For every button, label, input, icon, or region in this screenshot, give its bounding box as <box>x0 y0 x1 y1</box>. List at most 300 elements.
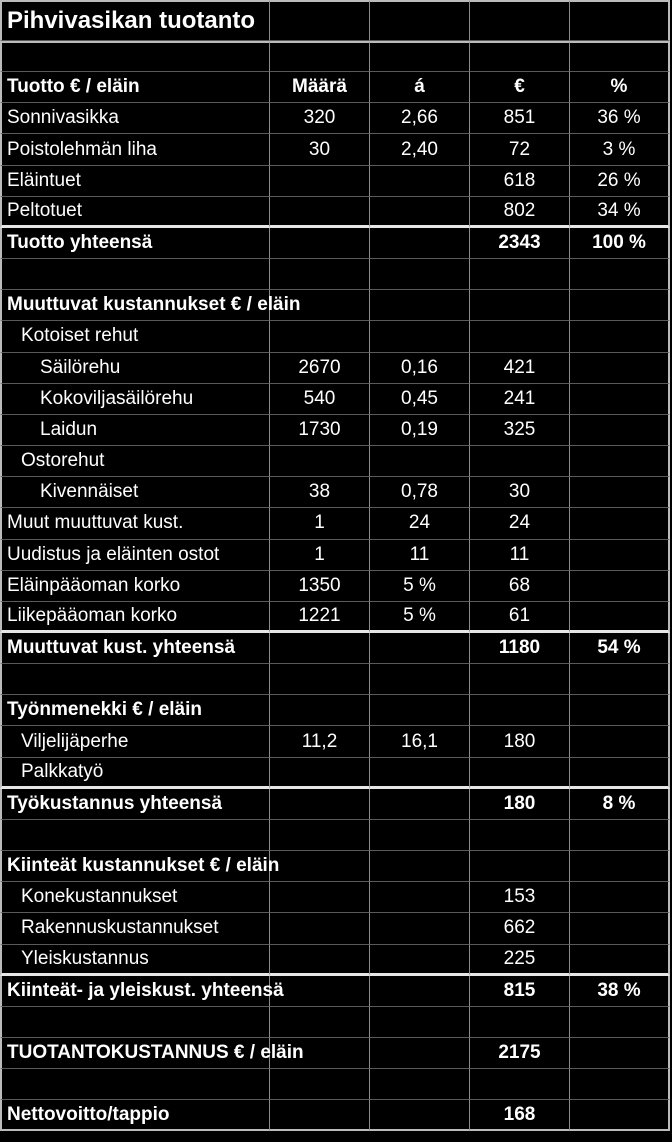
label-cell[interactable] <box>0 166 270 197</box>
euro-cell[interactable] <box>470 945 570 976</box>
euro-cell-text: € <box>514 76 525 98</box>
label-cell-text: Yleiskustannus <box>21 947 149 969</box>
maara-cell[interactable] <box>270 415 370 446</box>
label-cell[interactable] <box>0 758 270 789</box>
label-cell-text: Sonnivasikka <box>7 107 119 129</box>
percent-cell[interactable] <box>570 726 670 757</box>
label-cell-text: Kiinteät- ja yleiskust. yhteensä <box>7 979 284 1001</box>
maara-cell[interactable] <box>270 166 370 197</box>
euro-cell[interactable] <box>470 103 570 134</box>
unit-price-cell-text: 5 % <box>403 574 436 596</box>
euro-cell[interactable] <box>470 197 570 228</box>
percent-cell[interactable] <box>570 41 670 72</box>
label-cell[interactable] <box>0 446 270 477</box>
table-row <box>0 166 672 197</box>
percent-cell[interactable] <box>570 103 670 134</box>
unit-price-cell[interactable] <box>370 1100 470 1131</box>
percent-cell[interactable] <box>570 353 670 384</box>
maara-cell[interactable] <box>270 290 370 321</box>
unit-price-cell[interactable] <box>370 695 470 726</box>
euro-cell[interactable] <box>470 1100 570 1131</box>
unit-price-cell[interactable] <box>370 72 470 103</box>
percent-cell[interactable] <box>570 913 670 944</box>
label-cell-text: Eläinpääoman korko <box>7 574 181 596</box>
euro-cell-text: 24 <box>508 512 531 534</box>
label-cell-text: Tuotto yhteensä <box>7 232 153 254</box>
euro-cell[interactable] <box>470 290 570 321</box>
euro-cell[interactable] <box>470 508 570 539</box>
unit-price-cell[interactable] <box>370 851 470 882</box>
maara-cell-text: 1 <box>314 512 325 534</box>
total-row <box>0 633 672 664</box>
label-cell[interactable] <box>0 540 270 571</box>
percent-cell[interactable] <box>570 321 670 352</box>
euro-cell[interactable] <box>470 1007 570 1038</box>
table-row <box>0 571 672 602</box>
unit-price-cell-text: 0,16 <box>401 356 438 378</box>
maara-cell[interactable] <box>270 602 370 633</box>
label-cell-text: Liikepääoman korko <box>7 604 178 626</box>
percent-cell[interactable] <box>570 508 670 539</box>
empty-cell[interactable] <box>270 0 370 41</box>
unit-price-cell-text: 2,66 <box>401 107 438 129</box>
maara-cell[interactable] <box>270 695 370 726</box>
unit-price-cell[interactable] <box>370 415 470 446</box>
percent-cell[interactable] <box>570 571 670 602</box>
label-cell[interactable] <box>0 851 280 882</box>
table-row <box>0 134 672 165</box>
unit-price-cell[interactable] <box>370 228 470 259</box>
unit-price-cell[interactable] <box>370 1007 470 1038</box>
euro-cell-text: 11 <box>509 543 530 565</box>
title-cell[interactable] <box>0 0 270 41</box>
euro-cell-text: 662 <box>503 917 536 939</box>
percent-cell-text: 34 % <box>597 199 641 221</box>
unit-price-cell[interactable] <box>370 477 470 508</box>
euro-cell-text: 30 <box>508 481 531 503</box>
blank-row <box>0 664 672 695</box>
unit-price-cell[interactable] <box>370 103 470 134</box>
label-cell-text: Työnmenekki € / eläin <box>7 699 203 721</box>
euro-cell-text: 61 <box>508 604 531 626</box>
table-row <box>0 508 672 539</box>
percent-cell[interactable] <box>570 134 670 165</box>
euro-cell[interactable] <box>470 602 570 633</box>
percent-cell[interactable] <box>570 695 670 726</box>
euro-cell-text: 68 <box>508 574 531 596</box>
label-cell[interactable] <box>0 820 270 851</box>
unit-price-cell[interactable] <box>370 633 470 664</box>
euro-cell-text: 851 <box>503 107 536 129</box>
percent-cell[interactable] <box>570 197 670 228</box>
percent-cell-text: 3 % <box>602 138 636 160</box>
label-cell-text: Säilörehu <box>40 356 121 378</box>
maara-cell[interactable] <box>270 508 370 539</box>
unit-price-cell[interactable] <box>370 446 470 477</box>
percent-cell-text: % <box>610 76 628 98</box>
maara-cell-text: 540 <box>303 387 336 409</box>
maara-cell[interactable] <box>270 321 370 352</box>
euro-cell-text: 180 <box>503 730 536 752</box>
sheet-title: Pihvivasikan tuotanto <box>7 7 256 34</box>
section-header-row <box>0 695 672 726</box>
blank-row <box>0 1069 672 1100</box>
percent-cell[interactable] <box>570 1100 670 1131</box>
maara-cell-text: 1730 <box>298 418 341 440</box>
unit-price-cell-text: 5 % <box>403 604 436 626</box>
label-cell[interactable] <box>0 664 270 695</box>
percent-cell[interactable] <box>570 945 670 976</box>
table-row <box>0 477 672 508</box>
maara-cell-text: 1 <box>314 543 325 565</box>
label-cell[interactable] <box>0 134 270 165</box>
unit-price-cell[interactable] <box>370 1038 470 1069</box>
table-row <box>0 945 672 976</box>
label-cell[interactable] <box>0 103 270 134</box>
unit-price-cell[interactable] <box>370 384 470 415</box>
label-cell-text: Kiinteät kustannukset € / eläin <box>7 855 280 877</box>
euro-cell[interactable] <box>470 72 570 103</box>
euro-cell[interactable] <box>470 228 570 259</box>
unit-price-cell-text: 0,78 <box>401 481 438 503</box>
label-cell-text: Viljelijäperhe <box>21 730 129 752</box>
unit-price-cell[interactable] <box>370 913 470 944</box>
blank-row <box>0 1007 672 1038</box>
label-cell-text: Kotoiset rehut <box>21 325 139 347</box>
section-header-row <box>0 290 672 321</box>
unit-price-cell[interactable] <box>370 1069 470 1100</box>
euro-cell-text: 2343 <box>498 232 541 254</box>
unit-price-cell[interactable] <box>370 166 470 197</box>
table-row <box>0 353 672 384</box>
percent-cell[interactable] <box>570 1038 670 1069</box>
euro-cell-text: 325 <box>503 418 536 440</box>
section-header-row <box>0 1100 672 1131</box>
maara-cell[interactable] <box>270 1007 370 1038</box>
euro-cell[interactable] <box>470 1038 570 1069</box>
percent-cell[interactable] <box>570 851 670 882</box>
unit-price-cell[interactable] <box>370 664 470 695</box>
percent-cell[interactable] <box>570 1069 670 1100</box>
unit-price-cell[interactable] <box>370 259 470 290</box>
euro-cell[interactable] <box>470 166 570 197</box>
maara-cell[interactable] <box>270 103 370 134</box>
label-cell[interactable] <box>0 1100 270 1131</box>
euro-cell[interactable] <box>470 758 570 789</box>
unit-price-cell[interactable] <box>370 353 470 384</box>
percent-cell[interactable] <box>570 633 670 664</box>
percent-cell[interactable] <box>570 477 670 508</box>
label-cell[interactable] <box>0 477 270 508</box>
unit-price-cell[interactable] <box>370 134 470 165</box>
total-row <box>0 228 672 259</box>
euro-cell[interactable] <box>470 41 570 72</box>
unit-price-cell-text: 0,45 <box>401 387 438 409</box>
euro-cell[interactable] <box>470 851 570 882</box>
euro-cell[interactable] <box>470 134 570 165</box>
unit-price-cell[interactable] <box>370 540 470 571</box>
percent-cell-text: 8 % <box>602 792 636 814</box>
maara-cell[interactable] <box>270 851 370 882</box>
euro-cell-text: 225 <box>503 947 536 969</box>
label-cell-text: Poistolehmän liha <box>7 138 157 160</box>
unit-price-cell[interactable] <box>370 571 470 602</box>
maara-cell[interactable] <box>270 633 370 664</box>
unit-price-cell[interactable] <box>370 290 470 321</box>
euro-cell[interactable] <box>470 633 570 664</box>
euro-cell[interactable] <box>470 789 570 820</box>
percent-cell[interactable] <box>570 259 670 290</box>
percent-cell[interactable] <box>570 290 670 321</box>
section-header-row <box>0 1038 672 1069</box>
percent-cell-text: 54 % <box>597 637 641 659</box>
label-cell-text: Kivennäiset <box>40 481 139 503</box>
unit-price-cell-text: 24 <box>408 512 431 534</box>
unit-price-cell[interactable] <box>370 976 470 1007</box>
unit-price-cell[interactable] <box>370 602 470 633</box>
label-cell-text: Tuotto € / eläin <box>7 76 140 98</box>
label-cell-text: Ostorehut <box>21 450 105 472</box>
euro-cell[interactable] <box>470 259 570 290</box>
table-row <box>0 103 672 134</box>
maara-cell[interactable] <box>270 571 370 602</box>
maara-cell[interactable] <box>270 664 370 695</box>
unit-price-cell-text: 11 <box>409 543 430 565</box>
maara-cell-text: 320 <box>303 107 336 129</box>
label-cell[interactable] <box>0 259 270 290</box>
label-cell-text: Peltotuet <box>7 199 82 221</box>
maara-cell[interactable] <box>270 134 370 165</box>
maara-cell[interactable] <box>270 1069 370 1100</box>
maara-cell[interactable] <box>270 384 370 415</box>
maara-cell-text: 30 <box>308 138 331 160</box>
maara-cell[interactable] <box>270 882 370 913</box>
euro-cell[interactable] <box>470 1069 570 1100</box>
unit-price-cell[interactable] <box>370 41 470 72</box>
euro-cell-text: 153 <box>503 886 536 908</box>
table-row <box>0 384 672 415</box>
maara-cell-text: 2670 <box>298 356 341 378</box>
label-cell[interactable] <box>0 1038 304 1069</box>
table-body <box>0 41 672 1131</box>
table-row <box>0 446 672 477</box>
label-cell[interactable] <box>0 571 270 602</box>
empty-cell[interactable] <box>370 0 470 41</box>
maara-cell[interactable] <box>270 913 370 944</box>
table-row <box>0 540 672 571</box>
euro-cell-text: 2175 <box>498 1042 541 1064</box>
percent-cell-text: 26 % <box>597 169 641 191</box>
euro-cell-text: 241 <box>503 387 536 409</box>
maara-cell-text: Määrä <box>292 76 347 98</box>
maara-cell[interactable] <box>270 945 370 976</box>
euro-cell-text: 618 <box>503 169 536 191</box>
label-cell[interactable] <box>0 602 270 633</box>
table-row <box>0 602 672 633</box>
table-row <box>0 758 672 789</box>
label-cell[interactable] <box>0 197 270 228</box>
euro-cell[interactable] <box>470 571 570 602</box>
percent-cell-text: 36 % <box>597 107 641 129</box>
maara-cell[interactable] <box>270 353 370 384</box>
unit-price-cell[interactable] <box>370 726 470 757</box>
maara-cell[interactable] <box>270 1038 370 1069</box>
percent-cell[interactable] <box>570 758 670 789</box>
label-cell[interactable] <box>0 913 270 944</box>
label-cell-text: Eläintuet <box>7 169 81 191</box>
unit-price-cell[interactable] <box>370 945 470 976</box>
percent-cell[interactable] <box>570 882 670 913</box>
unit-price-cell-text: 16,1 <box>401 730 438 752</box>
unit-price-cell[interactable] <box>370 882 470 913</box>
table-row <box>0 913 672 944</box>
label-cell[interactable] <box>0 695 270 726</box>
label-cell-text: Muuttuvat kustannukset € / eläin <box>7 294 301 316</box>
label-cell[interactable] <box>0 945 270 976</box>
label-cell[interactable] <box>0 1069 270 1100</box>
table-row <box>0 321 672 352</box>
maara-cell[interactable] <box>270 976 370 1007</box>
title-row <box>0 0 672 41</box>
euro-cell[interactable] <box>470 384 570 415</box>
euro-cell-text: 72 <box>508 138 531 160</box>
table-row <box>0 726 672 757</box>
percent-cell[interactable] <box>570 228 670 259</box>
euro-cell-text: 1180 <box>498 637 541 659</box>
euro-cell[interactable] <box>470 540 570 571</box>
euro-cell[interactable] <box>470 664 570 695</box>
table-row <box>0 882 672 913</box>
maara-cell-text: 1221 <box>298 604 341 626</box>
label-cell-text: Nettovoitto/tappio <box>7 1103 170 1125</box>
table-row <box>0 197 672 228</box>
label-cell[interactable] <box>0 882 270 913</box>
euro-cell[interactable] <box>470 353 570 384</box>
unit-price-cell[interactable] <box>370 789 470 820</box>
unit-price-cell-text: á <box>414 76 425 98</box>
label-cell[interactable] <box>0 1007 270 1038</box>
maara-cell[interactable] <box>270 758 370 789</box>
maara-cell-text: 38 <box>308 481 331 503</box>
maara-cell[interactable] <box>270 540 370 571</box>
percent-cell[interactable] <box>570 976 670 1007</box>
percent-cell-text: 100 % <box>592 232 646 254</box>
label-cell[interactable] <box>0 72 270 103</box>
label-cell-text: Kokoviljasäilörehu <box>40 387 194 409</box>
maara-cell-text: 1350 <box>298 574 341 596</box>
percent-cell[interactable] <box>570 664 670 695</box>
label-cell[interactable] <box>0 290 301 321</box>
unit-price-cell[interactable] <box>370 197 470 228</box>
table-row <box>0 415 672 446</box>
euro-cell[interactable] <box>470 477 570 508</box>
label-cell[interactable] <box>0 41 270 72</box>
label-cell[interactable] <box>0 633 270 664</box>
total-row <box>0 976 672 1007</box>
label-cell[interactable] <box>0 415 270 446</box>
blank-row <box>0 820 672 851</box>
unit-price-cell[interactable] <box>370 820 470 851</box>
percent-cell[interactable] <box>570 789 670 820</box>
label-cell[interactable] <box>0 726 270 757</box>
euro-cell-text: 421 <box>503 356 536 378</box>
maara-cell[interactable] <box>270 820 370 851</box>
percent-cell[interactable] <box>570 602 670 633</box>
total-row <box>0 789 672 820</box>
section-header-row <box>0 72 672 103</box>
label-cell-text: Uudistus ja eläinten ostot <box>7 543 220 565</box>
maara-cell[interactable] <box>270 789 370 820</box>
label-cell[interactable] <box>0 228 270 259</box>
percent-cell[interactable] <box>570 415 670 446</box>
label-cell[interactable] <box>0 976 284 1007</box>
euro-cell[interactable] <box>470 695 570 726</box>
blank-row <box>0 259 672 290</box>
unit-price-cell-text: 0,19 <box>401 418 438 440</box>
empty-cell[interactable] <box>570 0 670 41</box>
label-cell[interactable] <box>0 384 270 415</box>
maara-cell[interactable] <box>270 72 370 103</box>
maara-cell-text: 11,2 <box>301 730 338 752</box>
percent-cell[interactable] <box>570 540 670 571</box>
euro-cell[interactable] <box>470 882 570 913</box>
percent-cell[interactable] <box>570 384 670 415</box>
euro-cell[interactable] <box>470 415 570 446</box>
euro-cell[interactable] <box>470 726 570 757</box>
label-cell-text: Palkkatyö <box>21 760 104 782</box>
euro-cell[interactable] <box>470 913 570 944</box>
maara-cell[interactable] <box>270 477 370 508</box>
label-cell[interactable] <box>0 508 270 539</box>
euro-cell[interactable] <box>470 321 570 352</box>
maara-cell[interactable] <box>270 197 370 228</box>
maara-cell[interactable] <box>270 41 370 72</box>
label-cell-text: TUOTANTOKUSTANNUS € / eläin <box>7 1042 304 1064</box>
maara-cell[interactable] <box>270 726 370 757</box>
label-cell-text: Muut muuttuvat kust. <box>7 512 184 534</box>
euro-cell[interactable] <box>470 976 570 1007</box>
maara-cell[interactable] <box>270 228 370 259</box>
maara-cell[interactable] <box>270 259 370 290</box>
unit-price-cell[interactable] <box>370 321 470 352</box>
percent-cell-text: 38 % <box>597 979 641 1001</box>
percent-cell[interactable] <box>570 166 670 197</box>
euro-cell[interactable] <box>470 820 570 851</box>
label-cell-text: Konekustannukset <box>21 886 178 908</box>
percent-cell[interactable] <box>570 1007 670 1038</box>
unit-price-cell[interactable] <box>370 758 470 789</box>
empty-cell[interactable] <box>470 0 570 41</box>
euro-cell-text: 168 <box>503 1103 536 1125</box>
euro-cell-text: 180 <box>503 792 536 814</box>
unit-price-cell[interactable] <box>370 508 470 539</box>
label-cell-text: Muuttuvat kust. yhteensä <box>7 637 236 659</box>
euro-cell[interactable] <box>470 446 570 477</box>
maara-cell[interactable] <box>270 1100 370 1131</box>
blank-row <box>0 41 672 72</box>
section-header-row <box>0 851 672 882</box>
percent-cell[interactable] <box>570 72 670 103</box>
percent-cell[interactable] <box>570 446 670 477</box>
label-cell-text: Rakennuskustannukset <box>21 917 219 939</box>
unit-price-cell-text: 2,40 <box>401 138 438 160</box>
label-cell[interactable] <box>0 321 270 352</box>
label-cell[interactable] <box>0 353 270 384</box>
percent-cell[interactable] <box>570 820 670 851</box>
maara-cell[interactable] <box>270 446 370 477</box>
euro-cell-text: 802 <box>503 199 536 221</box>
label-cell[interactable] <box>0 789 270 820</box>
